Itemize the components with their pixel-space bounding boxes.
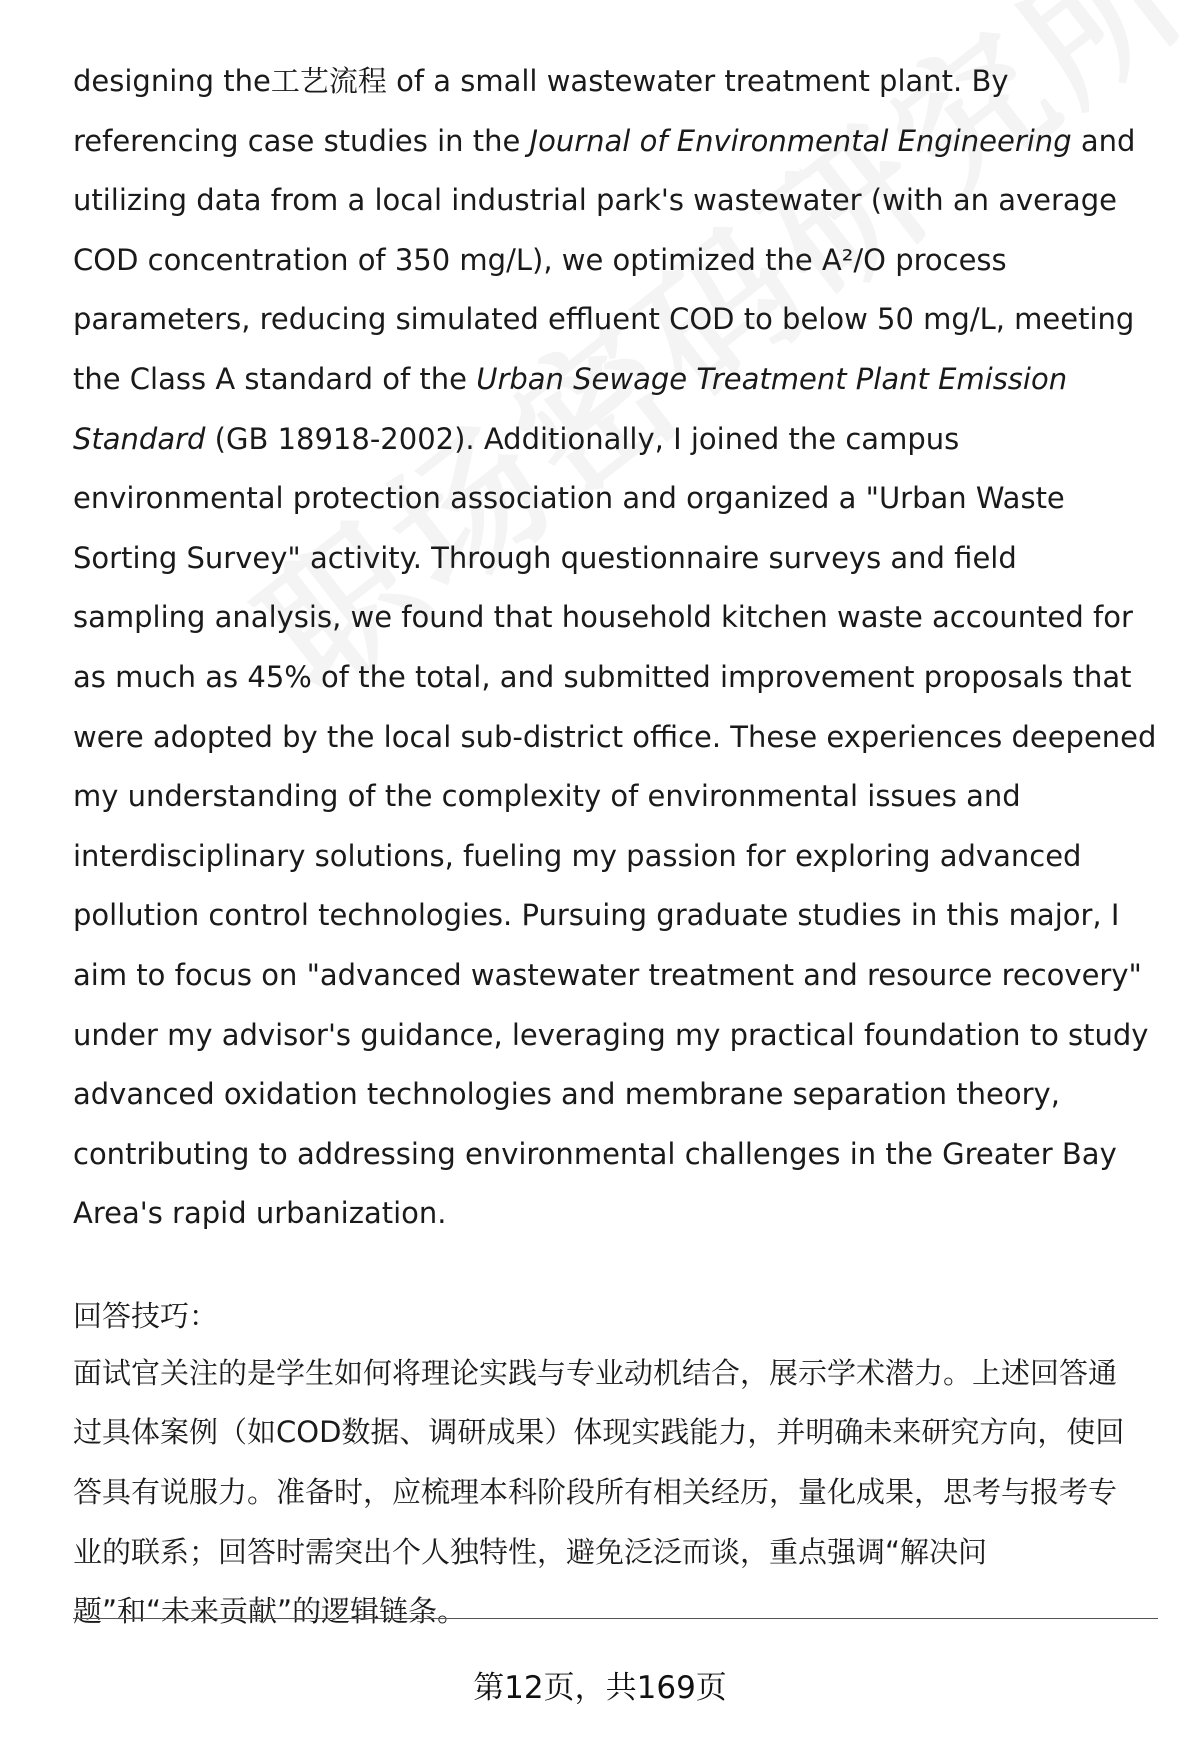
answer-text-part-1: designing the工艺流程 of a small wastewater treatment plant. By referencing case studies in the: [73, 64, 1009, 158]
footer-divider: [73, 1618, 1158, 1619]
tips-line: 题”和“未来贡献”的逻辑链条。: [73, 1594, 467, 1629]
page-content: [73, 52, 1158, 1642]
standard-title: Urban Sewage Treatment Plant Emission Standard: [73, 361, 1068, 456]
answer-text-part-2: and utilizing data from a local industrial park's wastewater (with an average COD concentration of 350 mg/L), we optimized the A²/O process parameters, reducing simulated effluent COD to below 50 mg/L, meeting the Class A standard of the: [73, 123, 1136, 396]
tips-line: 过具体案例（如COD数据、调研成果）体现实践能力，并明确未来研究方向，使回: [73, 1415, 1125, 1450]
journal-title: Journal of Environmental Engineering: [529, 123, 1072, 158]
page-number: 第12页，共169页: [473, 1670, 727, 1706]
tips-line: 答具有说服力。准备时，应梳理本科阶段所有相关经历，量化成果，思考与报考专: [73, 1475, 1118, 1510]
tips-heading: 回答技巧：: [73, 1298, 219, 1333]
answer-text-part-3: (GB 18918-2002). Additionally, I joined the campus environmental protection association and organized a "Urban Waste Sorting Survey" activity. Through questionnaire surveys and field sampling analysis, we found that household kitchen waste accounted for as much as 45% of the total, and submitted improvement proposals that were adopted by the local sub-district office. These experiences deepened my understanding of the complexity of environmental issues and interdisciplinary solutions, fueling my passion for exploring advanced pollution control technologies. Pursuing graduate studies in this major, I aim to focus on "advanced wastewater treatment and resource recovery" under my advisor's guidance, leveraging my practical foundation to study advanced oxidation technologies and membrane separation theory, contributing to addressing environmental challenges in the Greater Bay Area's rapid urbanization.: [73, 421, 1157, 1231]
answer-paragraph: [73, 52, 1158, 1244]
tips-paragraph: [73, 1344, 1158, 1642]
tips-line: 面试官关注的是学生如何将理论实践与专业动机结合，展示学术潜力。上述回答通: [73, 1355, 1118, 1390]
tips-line: 业的联系；回答时需突出个人独特性，避免泛泛而谈，重点强调“解决问: [73, 1534, 988, 1569]
